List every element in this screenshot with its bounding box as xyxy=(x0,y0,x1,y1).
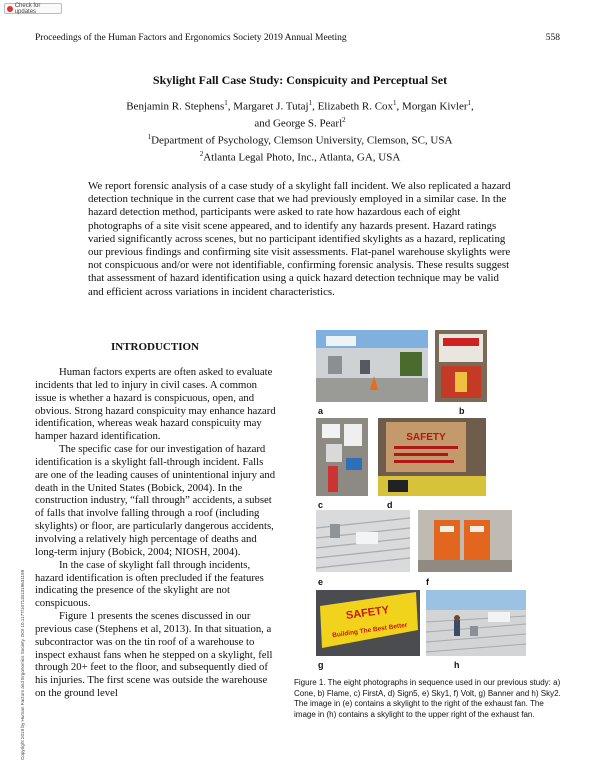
label-e: e xyxy=(318,577,324,587)
photo-f-volt xyxy=(418,510,512,572)
affiliation-1: $^1$Department of Psychology, Clemson University, Clemson, SC, USA xyxy=(147,133,453,147)
label-b: b xyxy=(459,406,465,416)
label-h: h xyxy=(454,660,460,670)
electrical-panels-image xyxy=(418,510,512,572)
author-line: Benjamin R. Stephens$^1$, Margaret J. Tutaj$^1$, Elizabeth R. Cox$^1$, Morgan Kivler$^1$, xyxy=(126,99,474,113)
paper-title: Skylight Fall Case Study: Conspicuity and Perceptual Set xyxy=(152,73,448,87)
svg-text:SAFETY: SAFETY xyxy=(406,432,446,443)
figure-caption: Figure 1. The eight photographs in sequence used in our previous study: a) Cone, b) Flame, c) FirstA, d) Sign5, e) Sky1, f) Volt, g) Banner and h) Sky2. The image in (e) contains a skylight to the right of the exhaust fan. The image in (h) contains a skylight to the upper right of the exhaust fan. xyxy=(294,678,561,719)
label-g: g xyxy=(318,660,324,670)
photo-h-sky2 xyxy=(426,590,526,656)
running-header: Proceedings of the Human Factors and Ergonomics Society 2019 Annual Meeting xyxy=(35,33,347,43)
label-f: f xyxy=(426,577,429,587)
svg-text:Building The Best Better: Building The Best Better xyxy=(331,621,408,640)
author-line-2: and George S. Pearl$^2$ xyxy=(254,116,346,130)
copyright-sidebar: Copyright 2019 by Human Factors and Ergonomics Society. DOI 10.1177/1071181319631199 xyxy=(20,569,25,760)
badge-label: Check for updates xyxy=(14,2,41,15)
svg-text:SAFETY: SAFETY xyxy=(345,604,390,622)
photo-a-cone xyxy=(316,330,428,402)
roof-worker-skylight-image xyxy=(426,590,526,656)
warehouse-exterior-image xyxy=(316,330,428,402)
photo-c-firsta xyxy=(316,418,368,496)
paragraph: Figure 1 presents the scenes discussed in our previous case (Stephens et al, 2013). In that situation, a subcontractor was on the tin roof of a warehouse to inspect exhaust fans when he stepped on a skylight, fell through 20+ feet to the floor, and subsequently died of his injuries. The first scene was outside the warehouse on the ground level xyxy=(35,610,273,700)
abstract: We report forensic analysis of a case study of a skylight fall incident. We also replicated a hazard detection technique in the current case that we had previously employed in a similar case. In the hazard detection method, participants were asked to rate how hazardous each of eight photographs of a site visit scene appeared, and to identify any hazards present. Hazard ratings varied significantly across scenes, but no participant identified skylights as a hazard, replicating our previous findings and confirming site visit assessments. Flat-panel warehouse skylights were not conspicuous and/or were not identifiable, confirming forensic analysis. These results suggest that assessment of hazard identification using a quick hazard detection technique may be valid and efficient across variations in incident characteristics. xyxy=(88,180,511,298)
label-a: a xyxy=(318,406,324,416)
photo-e-sky1 xyxy=(316,510,410,572)
flammable-sign-image xyxy=(435,330,487,402)
safety-sign-board-image xyxy=(378,418,486,496)
author-block xyxy=(60,97,540,166)
page-number: 558 xyxy=(545,33,560,43)
photo-b-flame xyxy=(435,330,487,402)
photo-d-sign5 xyxy=(378,418,486,496)
affiliation-2: $^2$Atlanta Legal Photo, Inc., Atlanta, GA, USA xyxy=(199,150,401,165)
paragraph: In the case of skylight fall through incidents, hazard identification is often precluded if the features indicating the presence of the skylight are not conspicuous. xyxy=(35,558,264,610)
introduction-text xyxy=(35,366,277,700)
paragraph: The specific case for our investigation of hazard identification is a skylight fall-through incident. Falls are one of the leading causes of unintentional injury and death in the United States (Bobick, 2004). In the construction industry, “fall through” accidents, a subset of falls that involve falling through a roof (including skylights) or floor, are particularly dangerous accidents, involving a relatively high percentage of deaths and long-term injury (Bobick, 2004; NIOSH, 2004). xyxy=(35,443,276,558)
section-heading-introduction: INTRODUCTION xyxy=(110,341,199,353)
check-for-updates-badge[interactable] xyxy=(4,3,62,14)
photo-g-banner xyxy=(316,590,420,656)
paragraph: Human factors experts are often asked to evaluate incidents that led to injury in civil cases. A common issue is whether a hazard is conspicuous, open, and obvious. Strong hazard conspicuity may enhance hazard identification, whereas weak hazard conspicuity may hamper hazard identification. xyxy=(35,366,276,443)
label-d: d xyxy=(387,500,393,510)
metal-roof-skylight-image xyxy=(316,510,410,572)
first-aid-image xyxy=(316,418,368,496)
label-c: c xyxy=(318,500,324,510)
update-icon xyxy=(7,6,13,12)
safety-banner-image xyxy=(316,590,420,656)
